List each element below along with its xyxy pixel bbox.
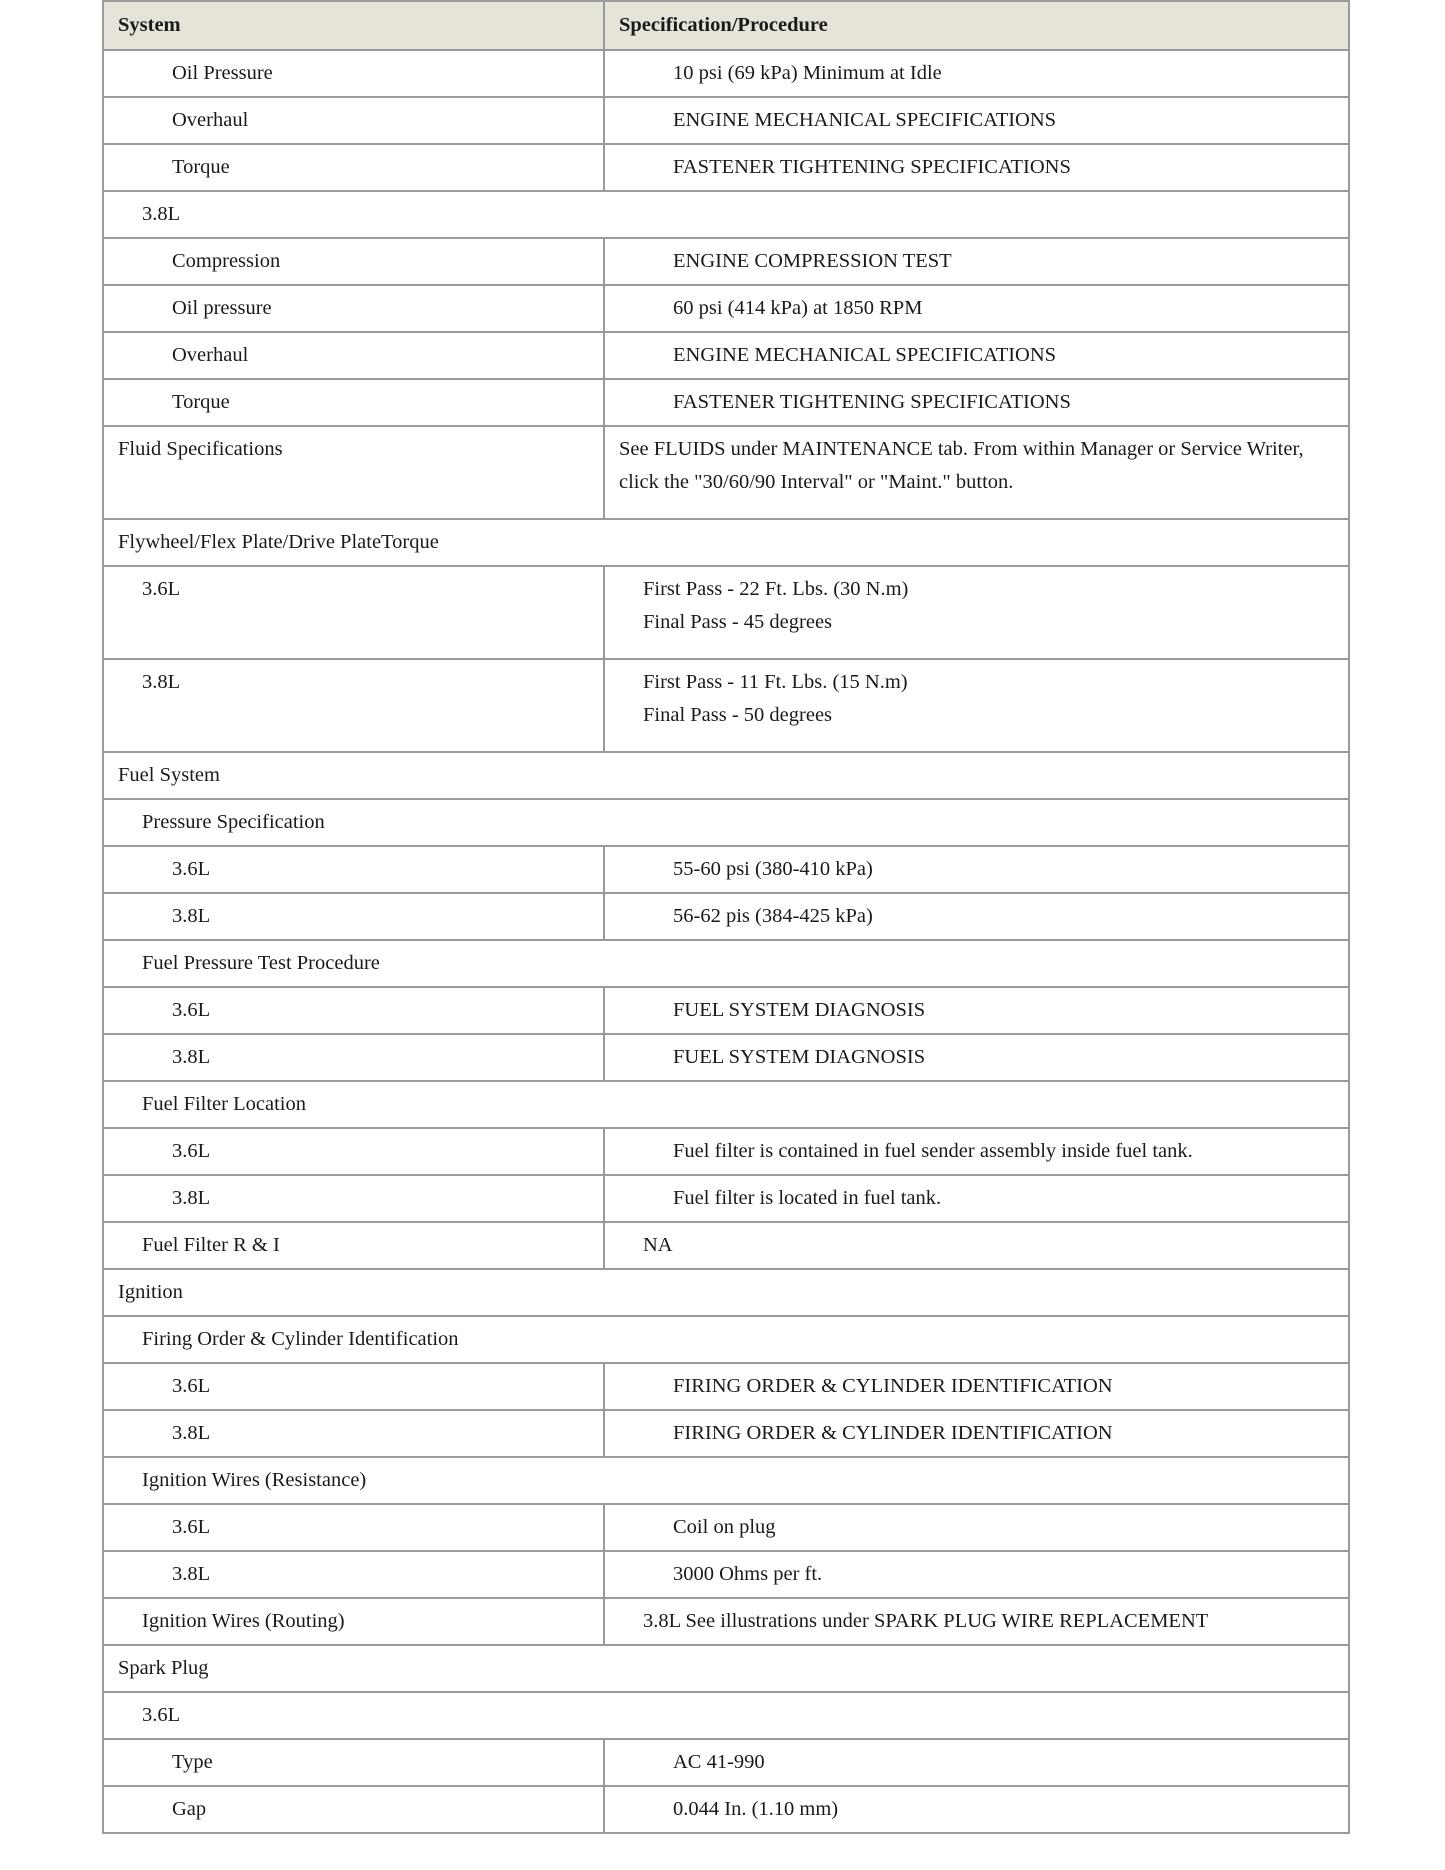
table-row	[103, 1363, 1349, 1410]
system-cell: Compression	[103, 238, 604, 285]
specification-line: Final Pass - 45 degrees	[643, 611, 833, 633]
table-row	[103, 566, 1349, 659]
table-row	[103, 1551, 1349, 1598]
specification-cell: 10 psi (69 kPa) Minimum at Idle	[604, 50, 1349, 97]
specification-cell: NA	[604, 1222, 1349, 1269]
specification-cell	[604, 426, 1349, 519]
table-body	[103, 50, 1349, 1833]
section-heading-cell: Spark Plug	[103, 1645, 1349, 1692]
table-row	[103, 1034, 1349, 1081]
table-row	[103, 799, 1349, 846]
table-row	[103, 1081, 1349, 1128]
system-cell: Fluid Specifications	[103, 426, 604, 519]
specification-cell: FIRING ORDER & CYLINDER IDENTIFICATION	[604, 1363, 1349, 1410]
table-row	[103, 1786, 1349, 1833]
specification-cell: 60 psi (414 kPa) at 1850 RPM	[604, 285, 1349, 332]
specification-cell: FUEL SYSTEM DIAGNOSIS	[604, 1034, 1349, 1081]
system-cell: Oil pressure	[103, 285, 604, 332]
table-row	[103, 426, 1349, 519]
specification-line: First Pass - 22 Ft. Lbs. (30 N.m)	[643, 578, 909, 600]
section-heading-cell: Ignition Wires (Resistance)	[103, 1457, 1349, 1504]
system-cell: 3.6L	[103, 846, 604, 893]
section-heading-cell: Ignition	[103, 1269, 1349, 1316]
system-cell: Oil Pressure	[103, 50, 604, 97]
specification-line: See FLUIDS under MAINTENANCE tab. From within Manager or Service Writer,	[619, 438, 1304, 460]
specification-cell: FASTENER TIGHTENING SPECIFICATIONS	[604, 379, 1349, 426]
specification-cell: 56-62 pis (384-425 kPa)	[604, 893, 1349, 940]
specification-cell: 0.044 In. (1.10 mm)	[604, 1786, 1349, 1833]
specification-cell	[604, 566, 1349, 659]
table-row	[103, 1128, 1349, 1175]
system-cell: 3.8L	[103, 1551, 604, 1598]
system-cell: 3.6L	[103, 1504, 604, 1551]
table-row	[103, 191, 1349, 238]
specification-cell: 55-60 psi (380-410 kPa)	[604, 846, 1349, 893]
table-row	[103, 1645, 1349, 1692]
section-heading-cell: 3.8L	[103, 191, 1349, 238]
table-row	[103, 940, 1349, 987]
system-cell: Fuel Filter R & I	[103, 1222, 604, 1269]
table-row	[103, 659, 1349, 752]
table-row	[103, 1598, 1349, 1645]
system-cell: Ignition Wires (Routing)	[103, 1598, 604, 1645]
specification-table	[102, 0, 1350, 1834]
section-heading-cell: Fuel System	[103, 752, 1349, 799]
table-row	[103, 1175, 1349, 1222]
table-row	[103, 285, 1349, 332]
table-row	[103, 519, 1349, 566]
specification-line: click the "30/60/90 Interval" or "Maint." button.	[619, 471, 1014, 493]
system-cell: Gap	[103, 1786, 604, 1833]
specification-line: Final Pass - 50 degrees	[643, 704, 833, 726]
specification-cell: Fuel filter is located in fuel tank.	[604, 1175, 1349, 1222]
system-cell: 3.8L	[103, 1034, 604, 1081]
section-heading-cell: Pressure Specification	[103, 799, 1349, 846]
table-row	[103, 238, 1349, 285]
specification-cell: ENGINE COMPRESSION TEST	[604, 238, 1349, 285]
table-row	[103, 1739, 1349, 1786]
system-cell: Torque	[103, 144, 604, 191]
system-cell: 3.6L	[103, 566, 604, 659]
section-heading-cell: 3.6L	[103, 1692, 1349, 1739]
specification-cell: Coil on plug	[604, 1504, 1349, 1551]
section-heading-cell: Fuel Pressure Test Procedure	[103, 940, 1349, 987]
system-cell: 3.8L	[103, 1175, 604, 1222]
specification-cell	[604, 659, 1349, 752]
system-cell: Type	[103, 1739, 604, 1786]
system-cell: Overhaul	[103, 97, 604, 144]
table-row	[103, 846, 1349, 893]
table-row	[103, 144, 1349, 191]
header-specification: Specification/Procedure	[604, 1, 1349, 50]
table-row	[103, 893, 1349, 940]
table-row	[103, 1504, 1349, 1551]
table-row	[103, 1269, 1349, 1316]
table-row	[103, 987, 1349, 1034]
system-cell: 3.8L	[103, 659, 604, 752]
specification-cell: 3000 Ohms per ft.	[604, 1551, 1349, 1598]
table-row	[103, 97, 1349, 144]
specification-line: First Pass - 11 Ft. Lbs. (15 N.m)	[643, 671, 908, 693]
table-header-row	[103, 1, 1349, 50]
table-row	[103, 1410, 1349, 1457]
table-row	[103, 1222, 1349, 1269]
system-cell: 3.8L	[103, 1410, 604, 1457]
table-row	[103, 1457, 1349, 1504]
table-row	[103, 332, 1349, 379]
specification-cell: FASTENER TIGHTENING SPECIFICATIONS	[604, 144, 1349, 191]
section-heading-cell: Flywheel/Flex Plate/Drive PlateTorque	[103, 519, 1349, 566]
section-heading-cell: Fuel Filter Location	[103, 1081, 1349, 1128]
system-cell: 3.6L	[103, 987, 604, 1034]
header-system: System	[103, 1, 604, 50]
specification-cell: AC 41-990	[604, 1739, 1349, 1786]
section-heading-cell: Firing Order & Cylinder Identification	[103, 1316, 1349, 1363]
system-cell: Torque	[103, 379, 604, 426]
specification-cell: FUEL SYSTEM DIAGNOSIS	[604, 987, 1349, 1034]
system-cell: 3.6L	[103, 1363, 604, 1410]
system-cell: Overhaul	[103, 332, 604, 379]
table-row	[103, 752, 1349, 799]
system-cell: 3.8L	[103, 893, 604, 940]
specification-cell: ENGINE MECHANICAL SPECIFICATIONS	[604, 97, 1349, 144]
specification-cell: Fuel filter is contained in fuel sender assembly inside fuel tank.	[604, 1128, 1349, 1175]
table-row	[103, 1692, 1349, 1739]
table-row	[103, 1316, 1349, 1363]
specification-cell: 3.8L See illustrations under SPARK PLUG WIRE REPLACEMENT	[604, 1598, 1349, 1645]
table-row	[103, 50, 1349, 97]
system-cell: 3.6L	[103, 1128, 604, 1175]
table-row	[103, 379, 1349, 426]
specification-cell: ENGINE MECHANICAL SPECIFICATIONS	[604, 332, 1349, 379]
specification-cell: FIRING ORDER & CYLINDER IDENTIFICATION	[604, 1410, 1349, 1457]
